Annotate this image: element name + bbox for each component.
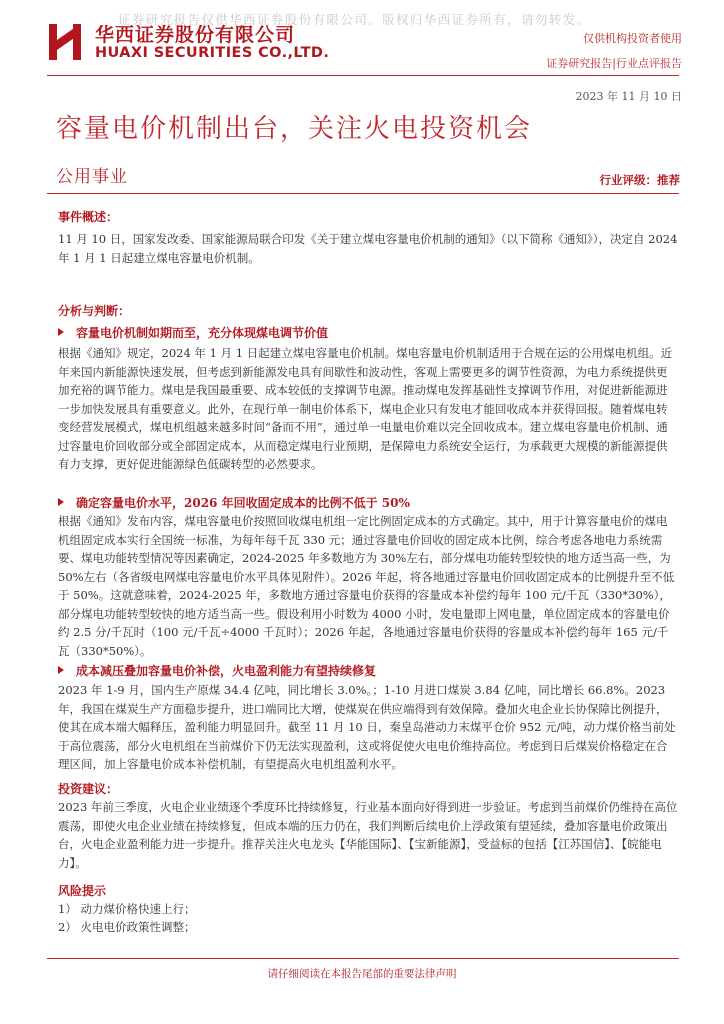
header-divider [47, 75, 679, 76]
risk-heading: 风险提示 [58, 884, 107, 898]
report-title: 容量电价机制出台，关注火电投资机会 [56, 114, 533, 144]
watermark: 证券研究报告仅供华西证券股份有限公司。版权归华西证券所有，请勿转发。 [118, 12, 591, 27]
event-heading: 事件概述： [58, 210, 119, 224]
company-name-cn: 华西证券股份有限公司 [95, 24, 296, 46]
advice-text: 2023 年前三季度，火电企业业绩逐个季度环比持续修复，行业基本面向好得到进一步验证。考虑到当前煤价仍维持在高位震荡，即使火电企业业绩在持续修复，但成本端的压力仍在，我们判断后续电价上浮政策有望延续，叠加容量电价政策出台，火电企业盈利能力进一步提升。推荐关注火电龙头【华能国际】、【宝新能源】，受益标的包括【江苏国信】、【皖能电力】。 [58, 800, 678, 870]
risk-item: 1） 动力煤价格快速上行； [58, 902, 196, 916]
analysis-section-text: 2023 年 1-9 月，国内生产原煤 34.4 亿吨，同比增长 3.0%。；1-10 月进口煤炭 3.84 亿吨，同比增长 66.8%。2023 年，我国在煤炭生产方面稳步提升，进口端同比大增，使煤炭在供应端得到有效保障。叠加火电企业长协保障比例提升，使其在成本端大幅释压，盈利能力明显回升。截至 11 月 10 日，秦皇岛港动力末煤平仓价 952 元/吨，动力煤价格当前处于高位震荡，部分火电机组在当前煤价下仍无法实现盈利，这或将促使火电电价维持高位。考虑到日后煤炭价格稳定在合理区间，加上容量电价成本补偿机制，有望提高火电机组盈利水平。 [58, 683, 676, 771]
analysis-section-text: 根据《通知》发布内容，煤电容量电价按照回收煤电机组一定比例固定成本的方式确定。其中，用于计算容量电价的煤电机组固定成本实行全国统一标准，为每年每千瓦 330 元；通过容量电价回收的固定成本比例，综合考虑各地电力系统需要、煤电功能转型情况等因素确定，2024-2025 年多数地方为 30%左右，部分煤电功能转型较快的地方适当高一些，为 50%左右（各省级电网煤电容量电价水平具体见附件）。2026 年起，将各地通过容量电价回收固定成本的比例提升至不低于 50%。这就意味着，2024-2025 年，多数地方通过容量电价获得的容量成本补偿约每年 100 元/千瓦（330*30%），部分煤电功能转型较快的地方适当高一些。假设利用小时数为 4000 小时，发电量即上网电量，单位固定成本的容量电价约 2.5 分/千瓦时（100 元/千瓦÷4000 千瓦时）；2026 年起，各地通过容量电价获得的容量成本补偿约每年 165 元/千瓦（330*50%）。 [58, 514, 675, 658]
analysis-heading: 分析与判断： [58, 304, 131, 318]
analysis-section-title: 确定容量电价水平，2026 年回收固定成本的比例不低于 50% [58, 494, 410, 511]
legal-notice-link[interactable]: 请仔细阅读在本报告尾部的重要法律声明 [267, 968, 457, 980]
bullet-triangle-icon [58, 498, 64, 506]
bullet-triangle-icon [58, 328, 64, 336]
company-name-en: HUAXI SECURITIES CO.,LTD. [95, 45, 330, 61]
analysis-section-text: 根据《通知》规定，2024 年 1 月 1 日起建立煤电容量电价机制。煤电容量电价机制适用于合规在运的公用煤电机组。近年来国内新能源快速发展，但考虑到新能源发电具有间歇性和波动性，客观上需要更多的调节性资源，为电力系统提供更加充裕的调节能力。煤电是我国最重要、成本较低的支撑调节电源。推动煤电发挥基础性支撑调节作用，对促进新能源进一步加快发展具有重要意义。此外，在现行单一制电价体系下，煤电企业只有发电才能回收成本并获得回报。随着煤电转变经营发展模式，煤电机组越来越多时间“备而不用”，通过单一电量电价难以完全回收成本。建立煤电容量电价机制、通过容量电价回收部分或全部固定成本，从而稳定煤电行业预期，是保障电力系统安全运行，为承载更大规模的新能源提供有力支撑，更好促进能源绿色低碳转型的必然要求。 [58, 346, 673, 471]
analysis-section-title: 容量电价机制如期而至，充分体现煤电调节价值 [58, 324, 328, 341]
footer-divider [47, 958, 679, 959]
industry-rating: 行业评级：推荐 [599, 173, 680, 187]
risk-item: 2） 火电电价政策性调整； [58, 920, 196, 934]
advice-heading: 投资建议： [58, 782, 119, 796]
title-divider [47, 193, 679, 194]
audience-note: 仅供机构投资者使用 [583, 32, 682, 45]
bullet-triangle-icon [58, 666, 64, 674]
huaxi-logo-icon [47, 20, 85, 62]
event-text: 11 月 10 日，国家发改委、国家能源局联合印发《关于建立煤电容量电价机制的通知》（以下简称《通知》），决定自 2024 年 1 月 1 日起建立煤电容量电价机制。 [58, 232, 678, 265]
sector-name: 公用事业 [56, 167, 128, 187]
report-type: 证券研究报告|行业点评报告 [546, 57, 682, 70]
analysis-section-title: 成本减压叠加容量电价补偿，火电盈利能力有望持续修复 [58, 662, 376, 679]
report-date: 2023 年 11 月 10 日 [575, 90, 682, 103]
